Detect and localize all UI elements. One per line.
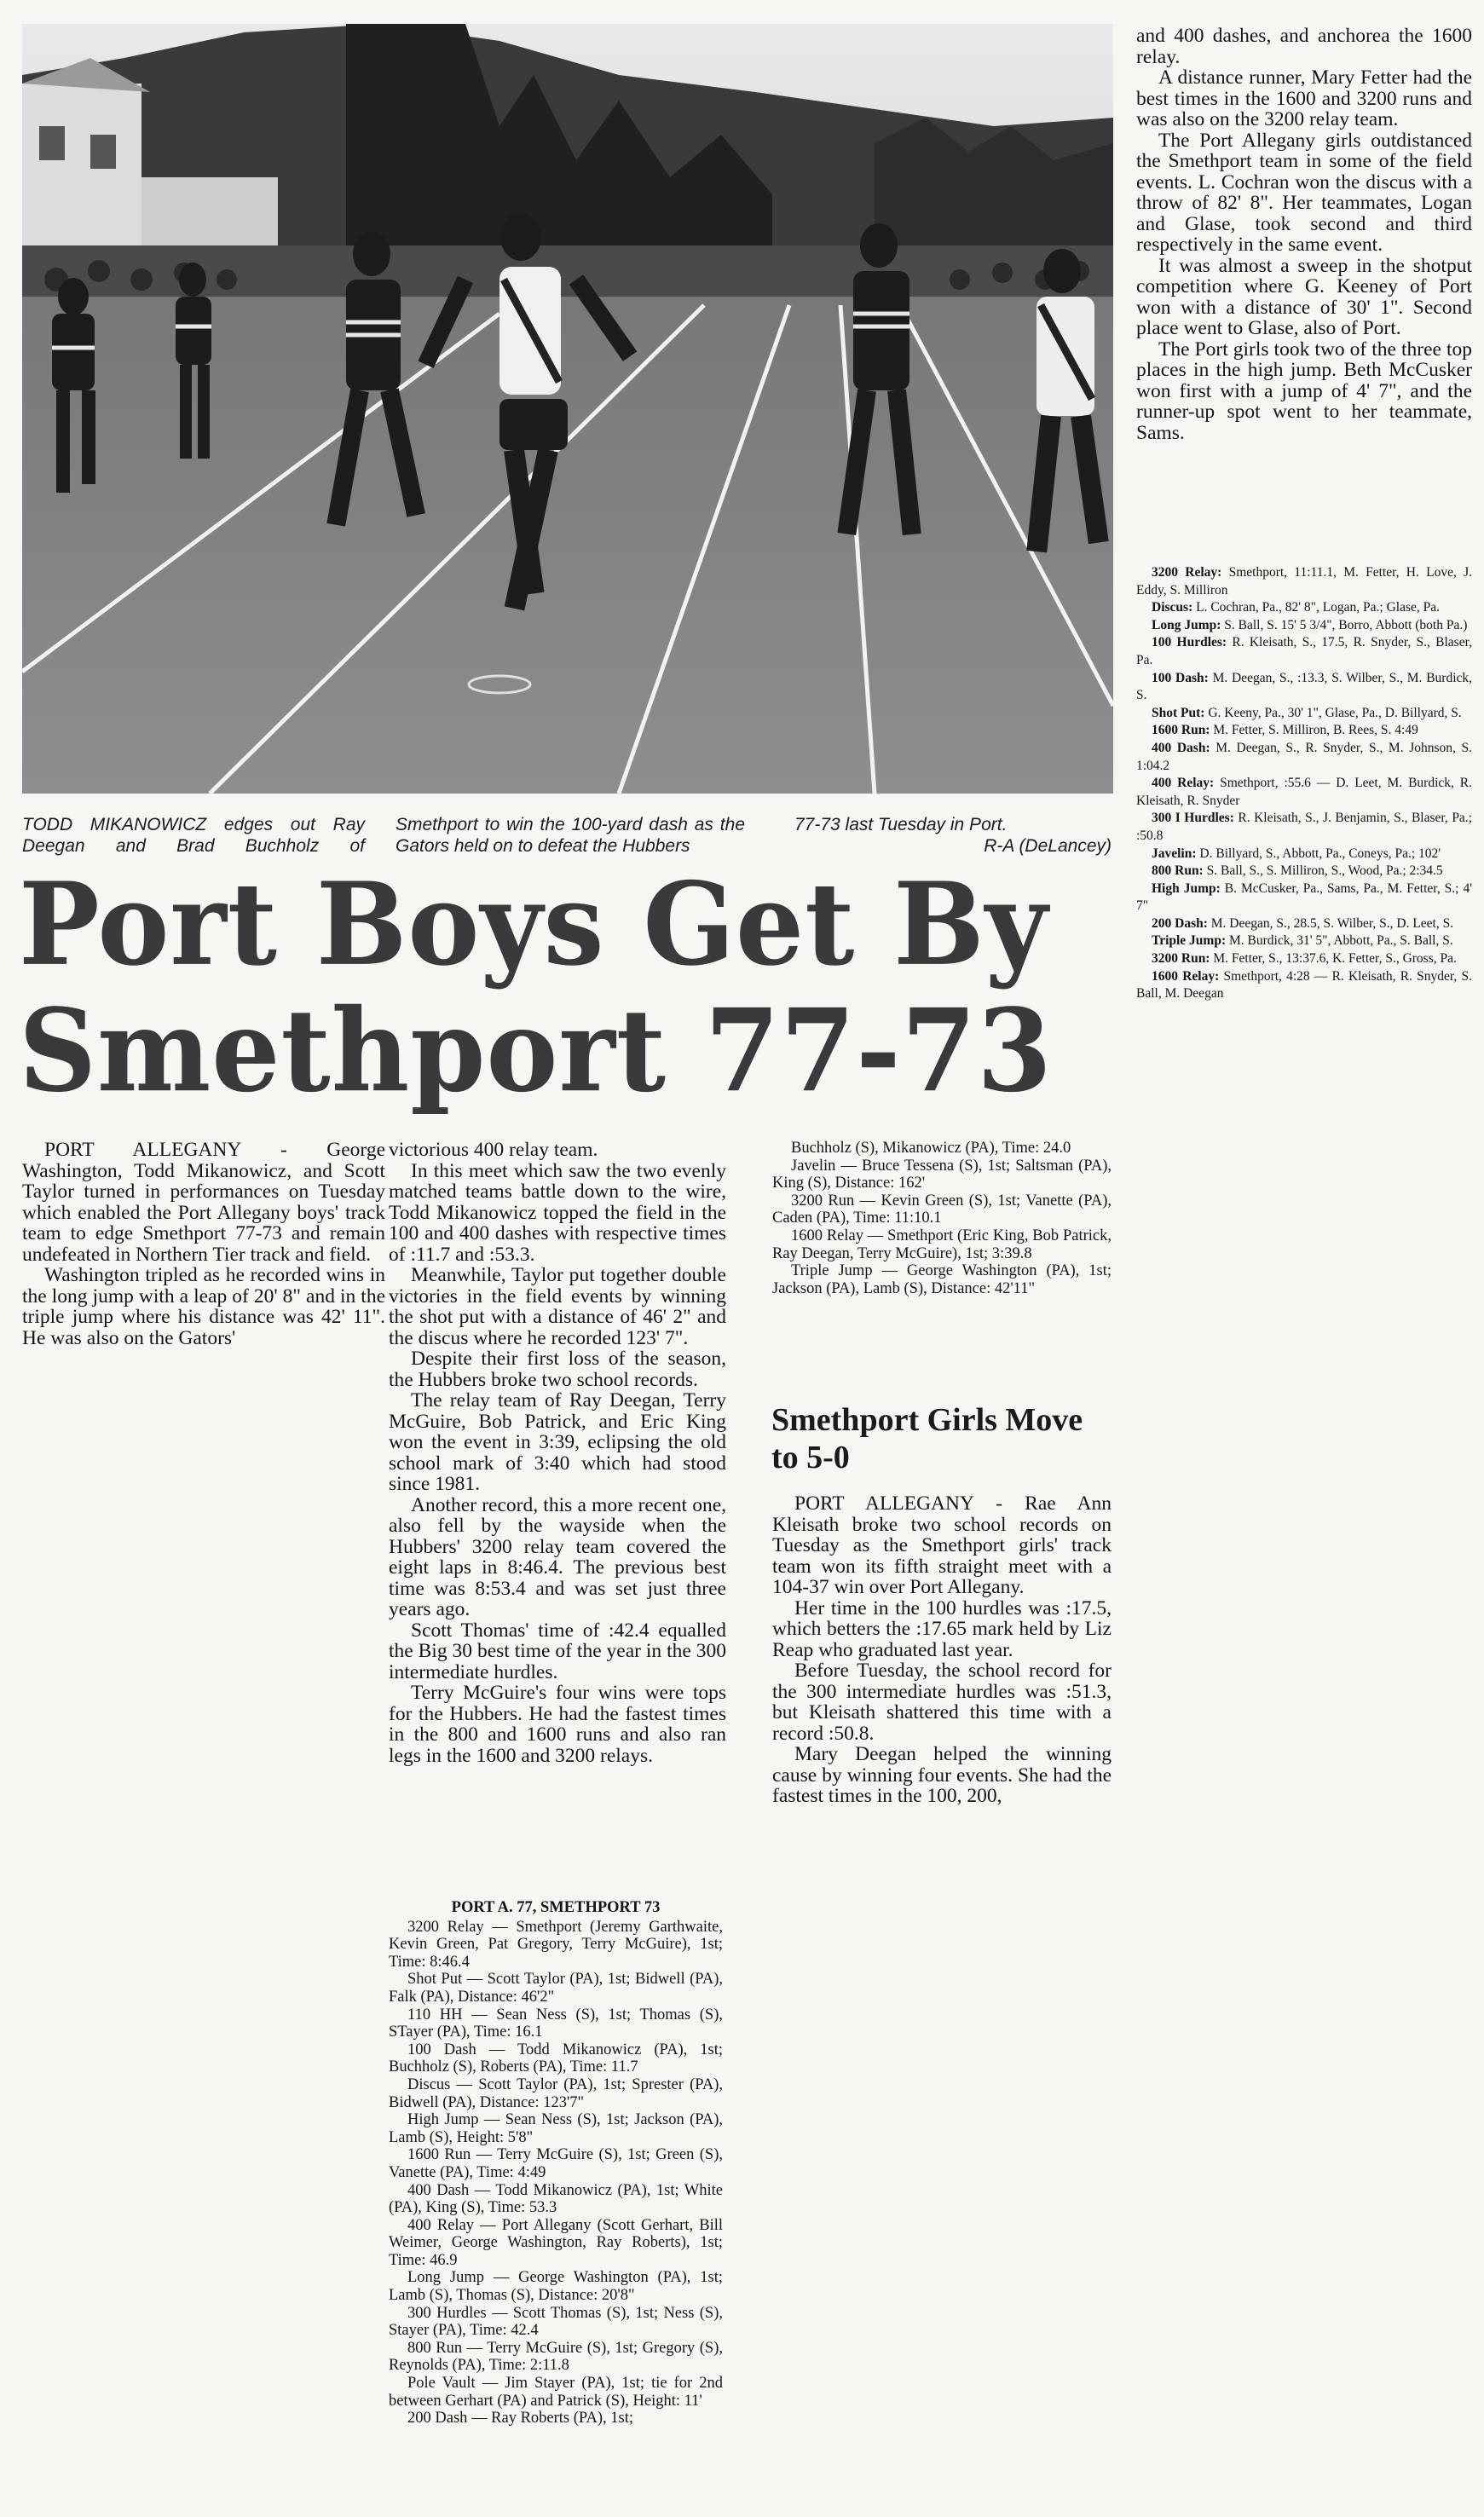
- story-paragraph: PORT ALLEGANY - Rae Ann Kleisath broke two school records on Tuesday as the Smethport girls' track team won its fifth straight meet with a 104-37 win over Port Allegany.: [772, 1492, 1112, 1598]
- result-text: M. Fetter, S., 13:37.6, K. Fetter, S., Gross, Pa.: [1213, 951, 1457, 967]
- result-event: 400 Relay:: [1152, 776, 1215, 791]
- result-text: Smethport, :55.6 — D. Leet, M. Burdick, R. Kleisath, R. Snyder: [1136, 776, 1472, 808]
- result-event: Shot Put:: [1152, 705, 1205, 720]
- result-line: Discus — Scott Taylor (PA), 1st; Sprester (PA), Bidwell (PA), Distance: 123'7": [389, 2075, 723, 2111]
- result-line: Buchholz (S), Mikanowicz (PA), Time: 24.0: [791, 1140, 1071, 1157]
- result-line: 1600 Run — Terry McGuire (S), 1st; Green (S), Vanette (PA), Time: 4:49: [389, 2146, 723, 2181]
- boys-results-list: [389, 1919, 723, 2428]
- result-event: Javelin:: [1152, 846, 1197, 861]
- boys-results-box: [389, 1899, 723, 2428]
- result-event: 800 Run:: [1152, 863, 1204, 879]
- result-event: 100 Hurdles:: [1152, 635, 1227, 650]
- story-paragraph: Another record, this a more recent one, also fell by the wayside when the Hubbers' 3200 relay team covered the eight laps in 8:46.4. The previous best time was 8:53.4 and was set just three years ago.: [389, 1493, 726, 1620]
- girls-result-line: [1136, 722, 1472, 740]
- girls-result-line: [1136, 968, 1472, 1003]
- girls-result-line: [1136, 599, 1472, 617]
- result-event: Discus:: [1152, 600, 1193, 615]
- main-headline: Port Boys Get By Smethport 77-73: [19, 857, 1053, 1118]
- girls-story-list: [772, 1493, 1112, 1807]
- story-paragraph: Terry McGuire's four wins were tops for the Hubbers. He had the fastest times in the 800 and 1600 runs and also ran legs in the 1600 and 3200 relays.: [389, 1682, 726, 1767]
- girls-result-line: [1136, 846, 1472, 863]
- result-text: M. Deegan, S., R. Snyder, S., M. Johnson, S. 1:04.2: [1136, 740, 1473, 773]
- result-line: High Jump — Sean Ness (S), 1st; Jackson (PA), Lamb (S), Height: 5'8": [389, 2111, 723, 2146]
- story-paragraph: Scott Thomas' time of :42.4 equalled the Big 30 best time of the year in the 300 intermediate hurdles.: [389, 1619, 726, 1683]
- result-text: B. McCusker, Pa., Sams, Pa., M. Fetter, S.; 4' 7": [1136, 880, 1472, 914]
- girls-result-line: [1136, 950, 1472, 968]
- result-line: Long Jump — George Washington (PA), 1st; Lamb (S), Thomas (S), Distance: 20'8": [389, 2269, 723, 2305]
- result-line: Pole Vault — Jim Stayer (PA), 1st; tie for 2nd between Gerhart (PA) and Patrick (S), Height: 11': [389, 2375, 723, 2410]
- result-line: 3200 Run — Kevin Green (S), 1st; Vanette (PA), Caden (PA), Time: 11:10.1: [772, 1192, 1112, 1227]
- girls-headline: Smethport Girls Move to 5-0: [771, 1402, 1083, 1475]
- story-paragraph: PORT ALLEGANY - George Washington, Todd Mikanowicz, and Scott Taylor turned in performances on Tuesday which enabled the Port Allegany boys' track team to edge Smethport 77-73 and remain undefeated in Northern Tier track and field.: [22, 1139, 385, 1266]
- result-text: M. Burdick, 31' 5", Abbott, Pa., S. Ball, S.: [1229, 933, 1453, 949]
- result-line: 110 HH — Sean Ness (S), 1st; Thomas (S), STayer (PA), Time: 16.1: [389, 2006, 723, 2041]
- result-line: 200 Dash — Ray Roberts (PA), 1st;: [407, 2410, 633, 2428]
- girls-story-continued-column: [1136, 26, 1472, 443]
- result-text: G. Keeny, Pa., 30' 1", Glase, Pa., D. Billyard, S.: [1208, 705, 1462, 720]
- result-line: 300 Hurdles — Scott Thomas (S), 1st; Ness (S), Stayer (PA), Time: 42.4: [389, 2304, 723, 2340]
- result-event: 1600 Relay:: [1152, 968, 1220, 984]
- girls-result-line: [1136, 775, 1472, 810]
- girls-result-line: [1136, 705, 1472, 723]
- result-event: 300 I Hurdles:: [1152, 811, 1234, 826]
- story-paragraph: The Port girls took two of the three top places in the high jump. Beth McCusker won first with a jump of 4' 7", and the runner-up spot went to her teammate, Sams.: [1136, 338, 1472, 444]
- result-text: S. Ball, S. 15' 5 3/4", Borro, Abbott (both Pa.): [1224, 617, 1468, 632]
- result-line: Triple Jump — George Washington (PA), 1st; Jackson (PA), Lamb (S), Distance: 42'11": [772, 1262, 1112, 1297]
- photo-caption-right: 77-73 last Tuesday in Port.: [794, 815, 1008, 834]
- girls-results-box: [1136, 564, 1472, 1003]
- result-text: Smethport, 11:11.1, M. Fetter, H. Love, J. Eddy, S. Milliron: [1136, 565, 1473, 597]
- result-event: 3200 Relay:: [1152, 565, 1222, 580]
- story-paragraph: Meanwhile, Taylor put together double victories in the field events by winning the shot put with a distance of 46' 2" and the discus where he recorded 123' 7".: [389, 1264, 726, 1349]
- girls-result-line: [1136, 617, 1472, 635]
- result-text: S. Ball, S., S. Milliron, S., Wood, Pa.; 2:34.5: [1206, 863, 1443, 879]
- result-line: 3200 Relay — Smethport (Jeremy Garthwaite, Kevin Green, Pat Gregory, Terry McGuire), 1st; Time: 8:46.4: [389, 1918, 723, 1971]
- girls-result-line: [1136, 634, 1472, 669]
- result-event: 1600 Run:: [1152, 723, 1210, 738]
- result-text: R. Kleisath, S., J. Benjamin, S., Blaser, Pa.; :50.8: [1136, 811, 1472, 843]
- result-text: M. Deegan, S., :13.3, S. Wilber, S., M. Burdick, S.: [1136, 670, 1472, 703]
- story-paragraph: The Port Allegany girls outdistanced the Smethport team in some of the field events. L. Cochran won the discus with a throw of 82' 8". Her teammates, Logan and Glase, took second and third respectively in the same event.: [1136, 129, 1472, 256]
- result-text: R. Kleisath, S., 17.5, R. Snyder, S., Blaser, Pa.: [1136, 635, 1473, 667]
- story-paragraph: Before Tuesday, the school record for the 300 intermediate hurdles was :51.3, but Kleisath shattered this time with a record :50.8.: [772, 1660, 1112, 1745]
- story-paragraph: It was almost a sweep in the shotput competition where G. Keeney of Port won with a distance of 30' 1". Second place went to Glase, also of Port.: [1136, 254, 1472, 339]
- girls-result-line: [1136, 670, 1472, 705]
- result-event: 200 Dash:: [1152, 915, 1208, 931]
- result-event: 400 Dash:: [1152, 740, 1210, 755]
- result-event: Triple Jump:: [1152, 933, 1227, 949]
- girls-result-line: [1136, 932, 1472, 950]
- result-event: High Jump:: [1152, 880, 1221, 896]
- girls-result-line: [1136, 915, 1472, 933]
- result-text: L. Cochran, Pa., 82' 8", Logan, Pa.; Glase, Pa.: [1196, 600, 1441, 615]
- result-line: 400 Dash — Todd Mikanowicz (PA), 1st; White (PA), King (S), Time: 53.3: [389, 2181, 723, 2217]
- story-paragraph: A distance runner, Mary Fetter had the best times in the 1600 and 3200 runs and was also on the 3200 relay team.: [1136, 66, 1472, 130]
- result-line: 400 Relay — Port Allegany (Scott Gerhart, Bill Weimer, George Washington, Ray Roberts), 1st; Time: 46.9: [389, 2216, 723, 2269]
- girls-result-line: [1136, 740, 1472, 775]
- photo-caption-middle: Smethport to win the 100-yard dash as the Gators held on to defeat the Hubbers: [396, 815, 745, 856]
- story-paragraph: Despite their first loss of the season, the Hubbers broke two school records.: [389, 1348, 726, 1391]
- girls-result-line: [1136, 863, 1472, 880]
- story-paragraph: The relay team of Ray Deegan, Terry McGuire, Bob Patrick, and Eric King won the event in 3:39, eclipsing the old school mark of 3:40 which had stood since 1981.: [389, 1389, 726, 1495]
- race-photo: [22, 24, 1113, 794]
- result-event: 100 Dash:: [1152, 670, 1209, 685]
- boys-story-column-2: [389, 1140, 726, 1766]
- boys-results-continued: [772, 1140, 1112, 1297]
- story-paragraph: In this meet which saw the two evenly matched teams battle down to the wire, Todd Mikanowicz topped the field in the 100 and 400 dashes with respective times of :11.7 and :53.3.: [389, 1159, 726, 1266]
- girls-story-continued-list: [1136, 26, 1472, 443]
- story-paragraph: and 400 dashes, and anchorea the 1600 relay.: [1136, 25, 1472, 68]
- boys-results-continued-list: [772, 1140, 1112, 1297]
- result-event: Long Jump:: [1152, 617, 1221, 632]
- track-race-photo-image: [22, 24, 1113, 794]
- story-paragraph: Mary Deegan helped the winning cause by winning four events. She had the fastest times in the 100, 200,: [772, 1743, 1112, 1807]
- girls-story-column: [772, 1493, 1112, 1807]
- result-text: Smethport, 4:28 — R. Kleisath, R. Snyder, S. Ball, M. Deegan: [1136, 968, 1472, 1002]
- girls-result-line: [1136, 564, 1472, 599]
- photo-caption-left: TODD MIKANOWICZ edges out Ray Deegan and Brad Buchholz of: [22, 815, 365, 856]
- story-paragraph: Her time in the 100 hurdles was :17.5, which betters the :17.65 mark held by Liz Reap who graduated last year.: [772, 1596, 1112, 1661]
- girls-result-line: [1136, 880, 1472, 915]
- girls-result-line: [1136, 810, 1472, 845]
- result-event: 3200 Run:: [1152, 951, 1210, 967]
- boys-story-column-1: [22, 1140, 385, 1348]
- result-text: D. Billyard, S., Abbott, Pa., Coneys, Pa.; 102': [1199, 846, 1441, 861]
- result-text: M. Fetter, S. Milliron, B. Rees, S. 4:49: [1213, 723, 1418, 738]
- girls-results-list: [1136, 564, 1472, 1003]
- photo-caption-right-block: [794, 814, 1112, 857]
- boys-results-heading: PORT A. 77, SMETHPORT 73: [451, 1899, 661, 1916]
- photo-credit: R-A (DeLancey): [984, 836, 1112, 856]
- story-paragraph: victorious 400 relay team.: [389, 1139, 598, 1161]
- result-line: Shot Put — Scott Taylor (PA), 1st; Bidwell (PA), Falk (PA), Distance: 46'2": [389, 1971, 723, 2006]
- result-line: 1600 Relay — Smethport (Eric King, Bob Patrick, Ray Deegan, Terry McGuire), 1st; 3:39.8: [772, 1227, 1112, 1262]
- result-line: 800 Run — Terry McGuire (S), 1st; Gregory (S), Reynolds (PA), Time: 2:11.8: [389, 2339, 723, 2375]
- story-paragraph: Washington tripled as he recorded wins in the long jump with a leap of 20' 8" and in the triple jump where his distance was 42' 11". He was also on the Gators': [22, 1264, 385, 1349]
- result-line: 100 Dash — Todd Mikanowicz (PA), 1st; Buchholz (S), Roberts (PA), Time: 11.7: [389, 2041, 723, 2076]
- result-text: M. Deegan, S., 28.5, S. Wilber, S., D. Leet, S.: [1210, 915, 1454, 931]
- result-line: Javelin — Bruce Tessena (S), 1st; Saltsman (PA), King (S), Distance: 162': [772, 1157, 1112, 1192]
